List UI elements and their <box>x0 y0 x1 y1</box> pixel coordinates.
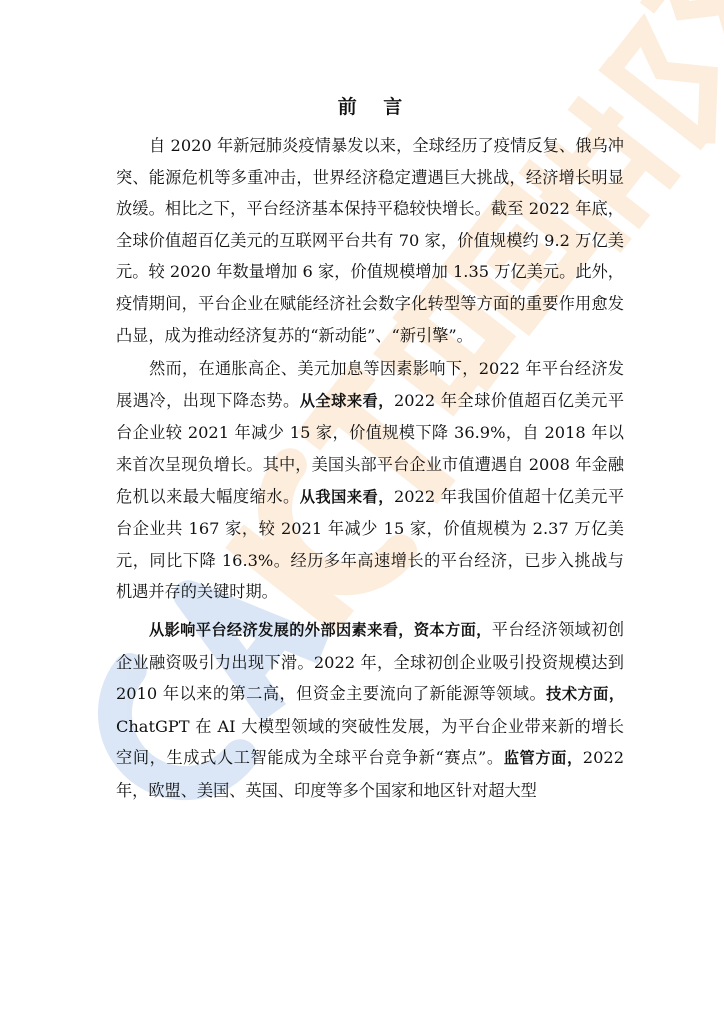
paragraph-3-text-2: ChatGPT 在 AI 大模型领域的突破性发展，为平台企业带来新的增长空间，生成式人工智能成为全球平台竞争新“赛点”。 <box>116 716 624 768</box>
paragraph-2 <box>116 353 624 608</box>
paragraph-2-text-1: 然而，在通胀高企、美元加息等因素影响下，2022 年平台经济发展遇冷，出现下降态势。 <box>116 359 624 410</box>
paragraph-3 <box>116 614 624 807</box>
paragraph-2-text-3: 2022 年我国价值超十亿美元平台企业共 167 家，较 2021 年减少 15 家，价值规模为 2.37 万亿美元，同比下降 16.3%。经历多年高速增长的平台经济，已步入挑战与机遇并存的关键时期。 <box>116 486 625 602</box>
paragraph-3-text-3: 2022 年，欧盟、美国、英国、印度等多个国家和地区针对超大型 <box>116 748 624 800</box>
paragraph-3-text-1: 平台经济领域初创企业融资吸引力出现下滑。2022 年，全球初创企业吸引投资规模达到 2010 年以来的第二高，但资金主要流向了新能源等领域。 <box>116 619 625 704</box>
paragraph-2-heading-china: 从我国来看， <box>299 487 394 506</box>
document-body <box>116 94 624 806</box>
page-title: 前 言 <box>337 96 413 118</box>
paragraph-2-text-2: 2022 年全球价值超百亿美元平台企业较 2021 年减少 15 家，价值规模下降 36.9%，自 2018 年以来首次呈现负增长。其中，美国头部平台企业市值遭遇自 2008 年金融危机以来最大幅度缩水。 <box>116 390 625 506</box>
paragraph-2-heading-global: 从全球来看， <box>299 391 394 410</box>
paragraph-3-heading-regulation: 监管方面， <box>503 749 583 768</box>
paragraph-1-text: 自 2020 年新冠肺炎疫情暴发以来，全球经历了疫情反复、俄乌冲突、能源危机等多重冲击，世界经济稳定遭遇巨大挑战，经济增长明显放缓。相比之下，平台经济基本保持平稳较快增长。截至 2022 年底，全球价值超百亿美元的互联网平台共有 70 家，价值规模约 9.2 万亿美元。较 2020 年数量增加 6 家，价值规模增加 1.35 万亿美元。此外，疫情期间，平台企业在赋能经济社会数字化转型等方面的重要作用愈发凸显，成为推动经济复苏的“新动能”、“新引擎”。 <box>116 136 624 345</box>
paragraph-1 <box>116 130 624 351</box>
paragraph-3-heading-capital: 从影响平台经济发展的外部因素来看，资本方面， <box>149 620 492 639</box>
paragraph-3-heading-technology: 技术方面， <box>546 685 625 704</box>
